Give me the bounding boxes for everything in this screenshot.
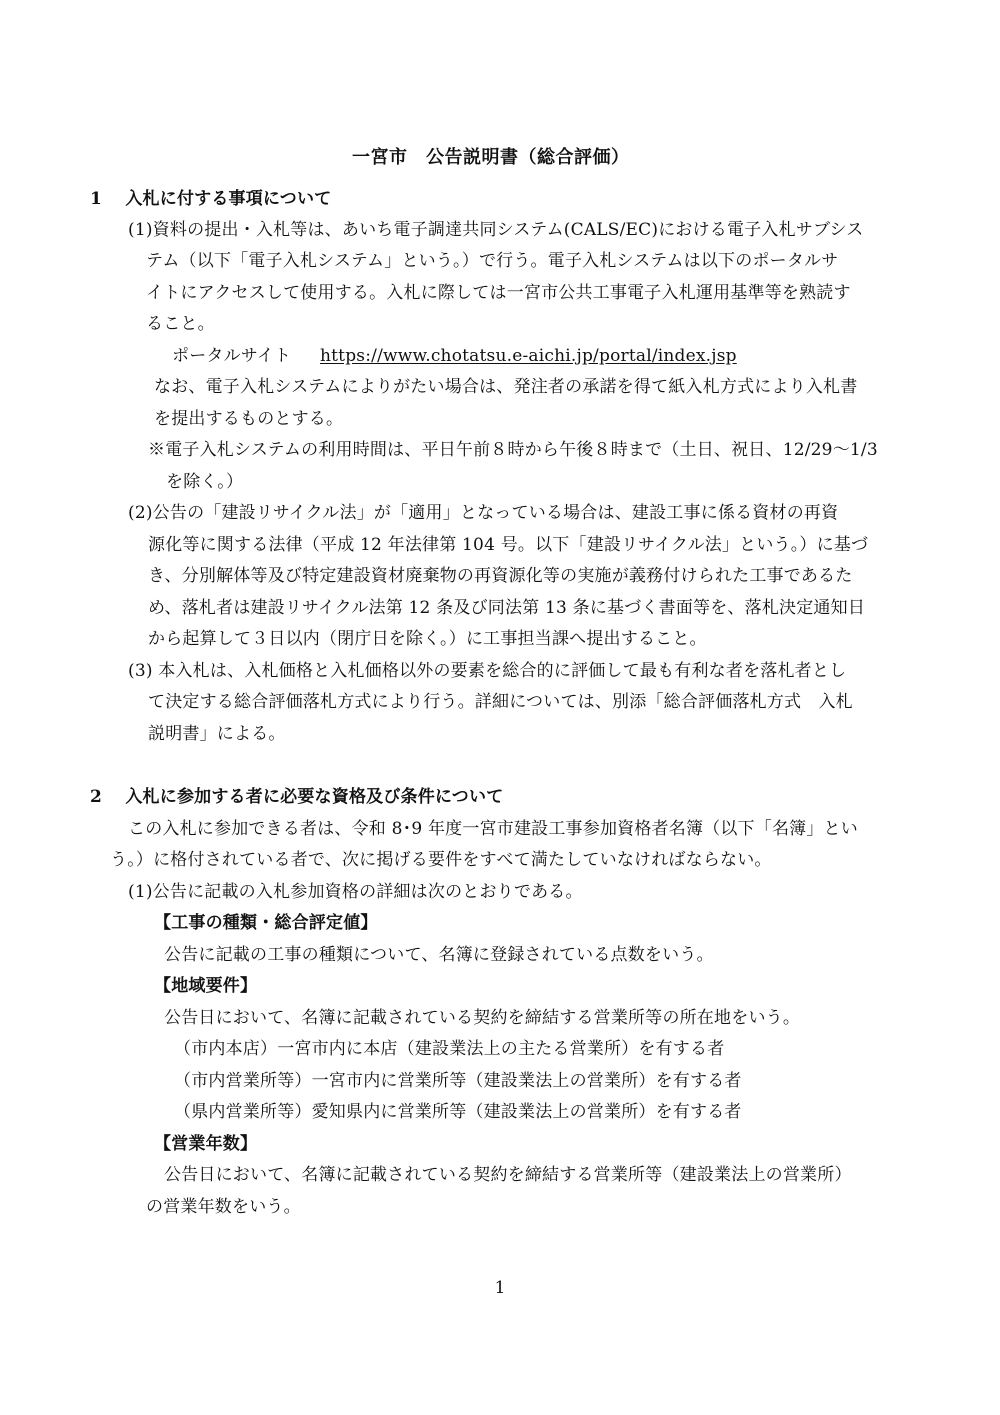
- area-requirement-text: 公告日において、名簿に記載されている契約を締結する営業所等の所在地をいう。: [164, 1008, 801, 1028]
- section-1-item-1-line-1: (1)資料の提出・入札等は、あいち電子調達共同システム(CALS/EC)における電子入札サブシス: [128, 220, 864, 240]
- section-1-item-2-line-5: から起算して３日以内（閉庁日を除く。）に工事担当課へ提出すること。: [148, 629, 707, 649]
- section-1-item-2-line-4: め、落札者は建設リサイクル法第 12 条及び同法第 13 条に基づく書面等を、落札決定通知日: [148, 598, 866, 618]
- section-1-note-line-2: を除く。）: [166, 472, 244, 492]
- portal-link[interactable]: https://www.chotatsu.e-aichi.jp/portal/index.jsp: [320, 346, 737, 366]
- section-1-heading: 1 入札に付する事項について: [90, 189, 332, 209]
- section-1-item-1-line-2: テム（以下「電子入札システム」という。）で行う。電子入札システムは以下のポータルサ: [146, 251, 839, 271]
- portal-label: ポータルサイト: [172, 346, 292, 366]
- section-1-item-2-line-3: き、分別解体等及び特定建設資材廃棄物の再資源化等の実施が義務付けられた工事であるた: [148, 566, 853, 586]
- section-1-item-1-line-4: ること。: [146, 314, 215, 334]
- document-title: 一宮市 公告説明書（総合評価）: [352, 147, 630, 168]
- section-1-item-2-line-1: (2)公告の「建設リサイクル法」が「適用」となっている場合は、建設工事に係る資材の再資: [128, 503, 839, 523]
- section-1-item-3-line-2: て決定する総合評価落札方式により行う。詳細については、別添「総合評価落札方式 入札: [148, 692, 853, 712]
- business-years-text-line-2: の営業年数をいう。: [146, 1197, 301, 1217]
- section-1-note-line-1: ※電子入札システムの利用時間は、平日午前８時から午後８時まで（土日、祝日、12/29～1/3: [148, 440, 878, 460]
- section-1-item-1-line-5: なお、電子入札システムによりがたい場合は、発注者の承諾を得て紙入札方式により入札書: [154, 377, 858, 397]
- area-requirement-row-3: （県内営業所等）愛知県内に営業所等（建設業法上の営業所）を有する者: [174, 1102, 742, 1122]
- business-years-text-line-1: 公告日において、名簿に記載されている契約を締結する営業所等（建設業法上の営業所）: [164, 1165, 852, 1185]
- page-number: 1: [494, 1278, 506, 1298]
- area-requirement-row-1: （市内本店）一宮市内に本店（建設業法上の主たる営業所）を有する者: [174, 1039, 725, 1059]
- section-1-item-3-line-3: 説明書」による。: [148, 724, 286, 744]
- construction-kind-text: 公告に記載の工事の種類について、名簿に登録されている点数をいう。: [164, 945, 714, 965]
- section-2-item-1: (1)公告に記載の入札参加資格の詳細は次のとおりである。: [128, 882, 583, 902]
- area-requirement-row-2: （市内営業所等）一宮市内に営業所等（建設業法上の営業所）を有する者: [174, 1071, 742, 1091]
- business-years-heading: 【営業年数】: [154, 1134, 258, 1154]
- section-2-intro-line-1: この入札に参加できる者は、令和 8･9 年度一宮市建設工事参加資格者名簿（以下「名簿」とい: [128, 819, 858, 839]
- section-2-intro-line-2: う。）に格付されている者で、次に掲げる要件をすべて満たしていなければならない。: [110, 850, 772, 870]
- section-1-item-1-line-3: イトにアクセスして使用する。入札に際しては一宮市公共工事電子入札運用基準等を熟読す: [146, 283, 851, 303]
- construction-kind-heading: 【工事の種類・総合評定値】: [154, 913, 378, 933]
- section-1-item-2-line-2: 源化等に関する法律（平成 12 年法律第 104 号。以下「建設リサイクル法」という。）に基づ: [148, 535, 869, 555]
- section-1-item-3-line-1: (3) 本入札は、入札価格と入札価格以外の要素を総合的に評価して最も有利な者を落札者とし: [128, 661, 847, 681]
- section-1-item-1-line-6: を提出するものとする。: [154, 409, 344, 429]
- section-2-heading: 2 入札に参加する者に必要な資格及び条件について: [90, 787, 504, 807]
- area-requirement-heading: 【地域要件】: [154, 976, 258, 996]
